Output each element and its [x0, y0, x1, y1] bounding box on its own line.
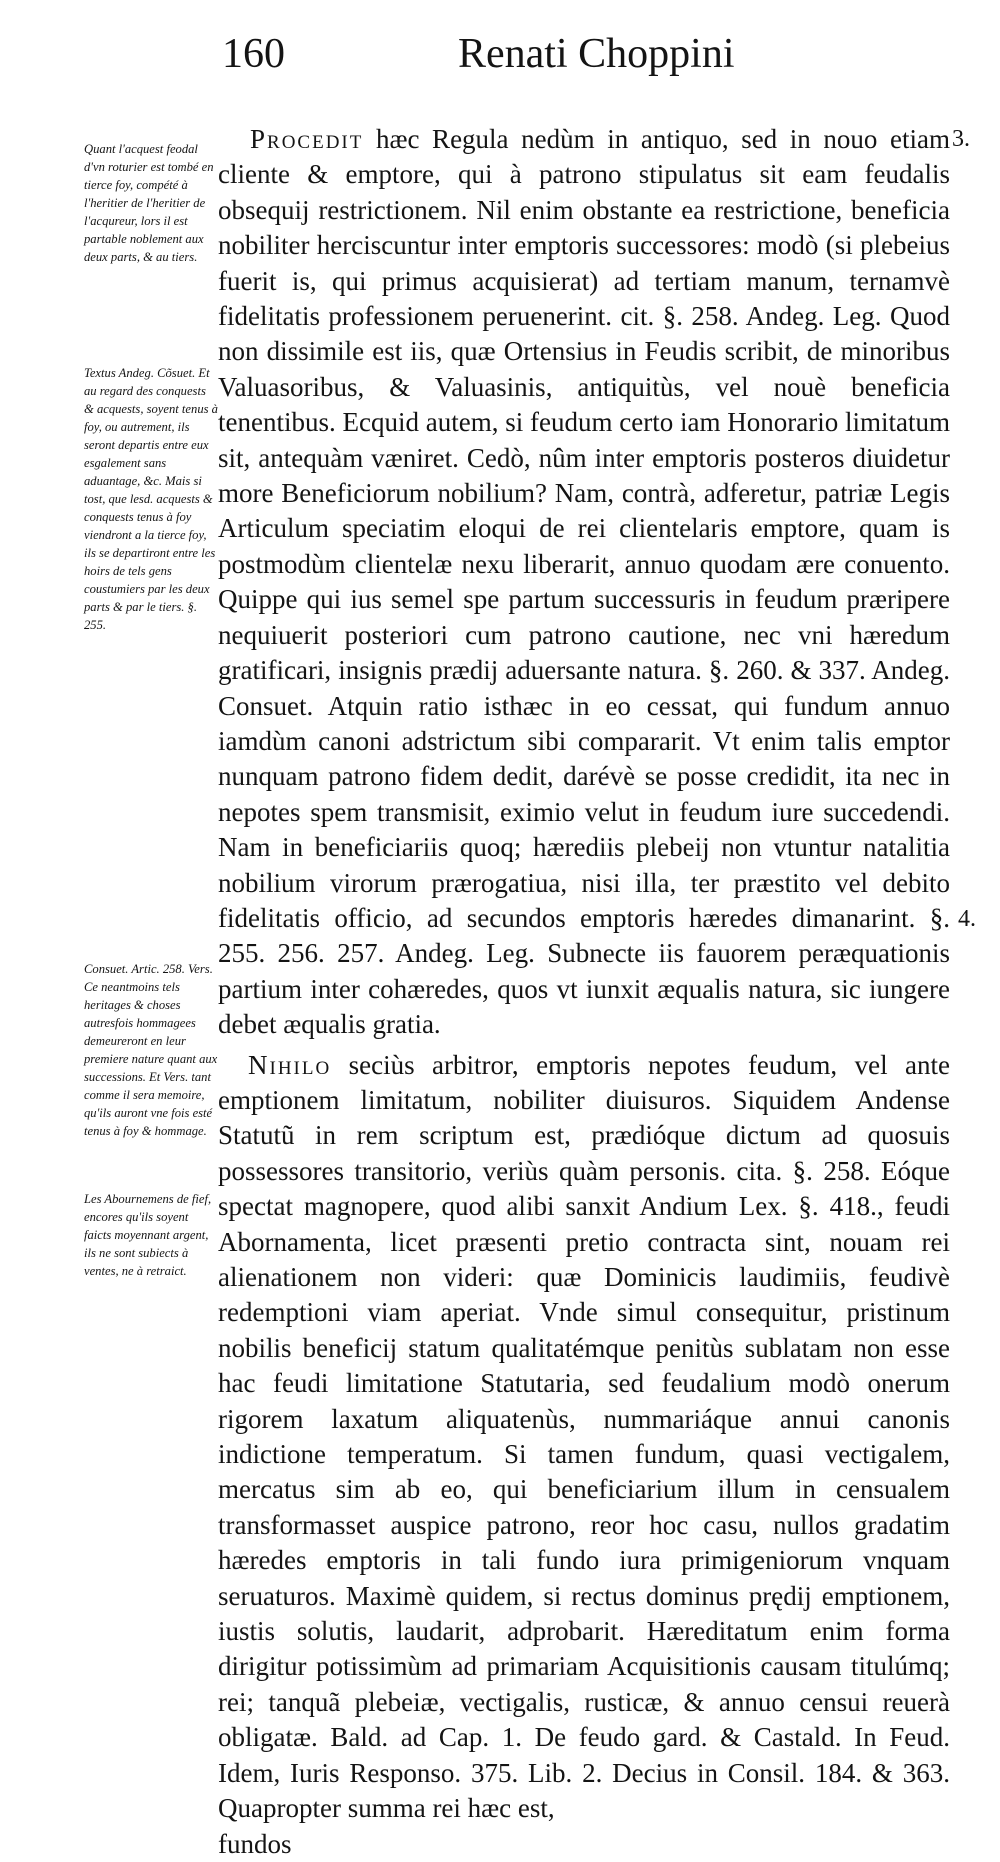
margin-note-4: Les Abournemens de fief, encores qu'ils soyent faicts moyennant argent, ils ne sont subiects à ventes, ne à retraict.	[84, 1192, 212, 1278]
paragraph-number-4: 4.	[958, 906, 976, 932]
main-text	[218, 122, 950, 1862]
paragraph-body: hæc Regula nedùm in antiquo, sed in nouo etiam cliente & emptore, qui à patrono stipulatus sit eam feudalis obsequij restrictionem. Nil enim obstante ea restrictione, beneficia nobiliter herciscuntur inter emptoris successores: modò (si plebeius fuerit is, qui primus acquisierat) ad tertiam manum, ternamvè fidelitatis professionem peruenerint. cit. §. 258. Andeg. Leg. Quod non dissimile est iis, quæ Ortensius in Feudis scribit, de minoribus Valuasoribus, & Valuasinis, antiquitùs, vel nouè beneficia tenentibus. Ecquid autem, si feudum certo iam Honorario limitatum sit, antequàm væniret. Cedò, nûm inter emptoris posteros diuidetur more Beneficiorum nobilium? Nam, contrà, adferetur, patriæ Legis Articulum speciatim eloqui de rei clientelaris emptore, quam is postmodùm clientelæ nexu liberarit, annuo quodam ære conuento. Quippe qui ius semel spe partum successuris in feudum præripere nequiuerit posteriori cum patrono cautione, nec vni hæredum gratificari, insignis prædij aduersante natura. §. 260. & 337. Andeg. Consuet. Atquin ratio isthæc in eo cessat, qui fundum annuo iamdùm canoni adstrictum sibi compararit. Vt enim talis emptor nunquam patrono fidem dedit, darévè se posse credidit, ita nec in nepotes spem transmisit, eximio velut in feudum iure succedendi. Nam in beneficiariis quoq; hærediis plebeij non vtuntur natalitia nobilium virorum prærogatiua, nisi illa, ter præstito vel debito fidelitatis officio, ad secundos emptoris hæredes dimanarint. §. 255. 256. 257. Andeg. Leg. Subnecte iis fauorem peræquationis partium inter cohæredes, quos vt iunxit æqualis natura, sic iungere debet æqualis gratia.	[218, 124, 950, 1040]
margin-note-3: Consuet. Artic. 258. Vers. Ce neantmoins tels heritages & choses autresfois hommagees demeureront en leur premiere nature quant aux successions. Et Vers. tant comme il sera memoire, qu'ils auront vne fois esté tenus à foy & hommage.	[84, 962, 218, 1138]
paragraph-body: seciùs arbitror, emptoris nepotes feudum, vel ante emptionem limitatum, nobiliter diuisuros. Siquidem Andense Statutũ in rem scriptum est, prædióque dictum ad quosuis possessores transitorio, veriùs quàm personis. cita. §. 258. Eóque spectat magnopere, quod alibi sanxit Andium Lex. §. 418., feudi Abornamenta, licet præsenti pretio contracta sint, nouam rei alienationem non videri: quæ Dominicis laudimiis, feudivè redemptioni viam aperiat. Vnde simul consequitur, pristinum nobilis beneficij statum qualitatémque penitùs sublatam non esse hac feudi limitatione Statutaria, sed feudalium modò onerum rigorem laxatum aliquatenùs, nummariáque annui canonis indictione temperatum. Si tamen fundum, quasi vectigalem, mercatus sim ab eo, qui beneficiarium illum in censualem transformasset auspice patrono, reor hoc casu, nullos gradatim hæredes emptoris in tali fundo iura primigeniorum vnquam seruaturos. Maximè quidem, si rectus dominus prędij emptionem, iustis solutis, laudarit, adprobarit. Hæreditatum enim forma dirigitur potissimùm ad primariam Acquisitionis causam titulúmq; rei; tanquã plebeiæ, vectigalis, rusticæ, & annuo censui reuerà obligatæ. Bald. ad Cap. 1. De feudo gard. & Castald. In Feud. Idem, Iuris Responso. 375. Lib. 2. Decius in Consil. 184. & 363. Quapropter summa rei hæc est,	[218, 1049, 950, 1824]
paragraph-procedit	[218, 122, 950, 1043]
catchword: fundos	[218, 1828, 292, 1859]
running-header	[0, 28, 1000, 108]
paragraph-lead-word: Procedit	[250, 124, 364, 154]
running-title: Renati Choppini	[458, 31, 735, 77]
paragraph-number-3: 3.	[952, 126, 970, 152]
page-number: 160	[222, 31, 285, 77]
paragraph-lead-word: Nihilo	[248, 1049, 332, 1080]
paragraph-nihilo	[218, 1048, 950, 1827]
margin-note-2: Textus Andeg. Cõsuet. Et au regard des conquests & acquests, soyent tenus à foy, ou autrement, ils seront departis entre eux esgalement sans aduantage, &c. Mais si tost, que lesd. acquests & conquests tenus à foy viendront a la tierce foy, ils se departiront entre les hoirs de tels gens coustumiers par les deux parts & par le tiers. §. 255.	[84, 366, 218, 632]
margin-note-1: Quant l'acquest feodal d'vn roturier est tombé en tierce foy, compété à l'heritier de l'heritier de l'acqureur, lors il est partable noblement aux deux parts, & au tiers.	[84, 142, 214, 264]
